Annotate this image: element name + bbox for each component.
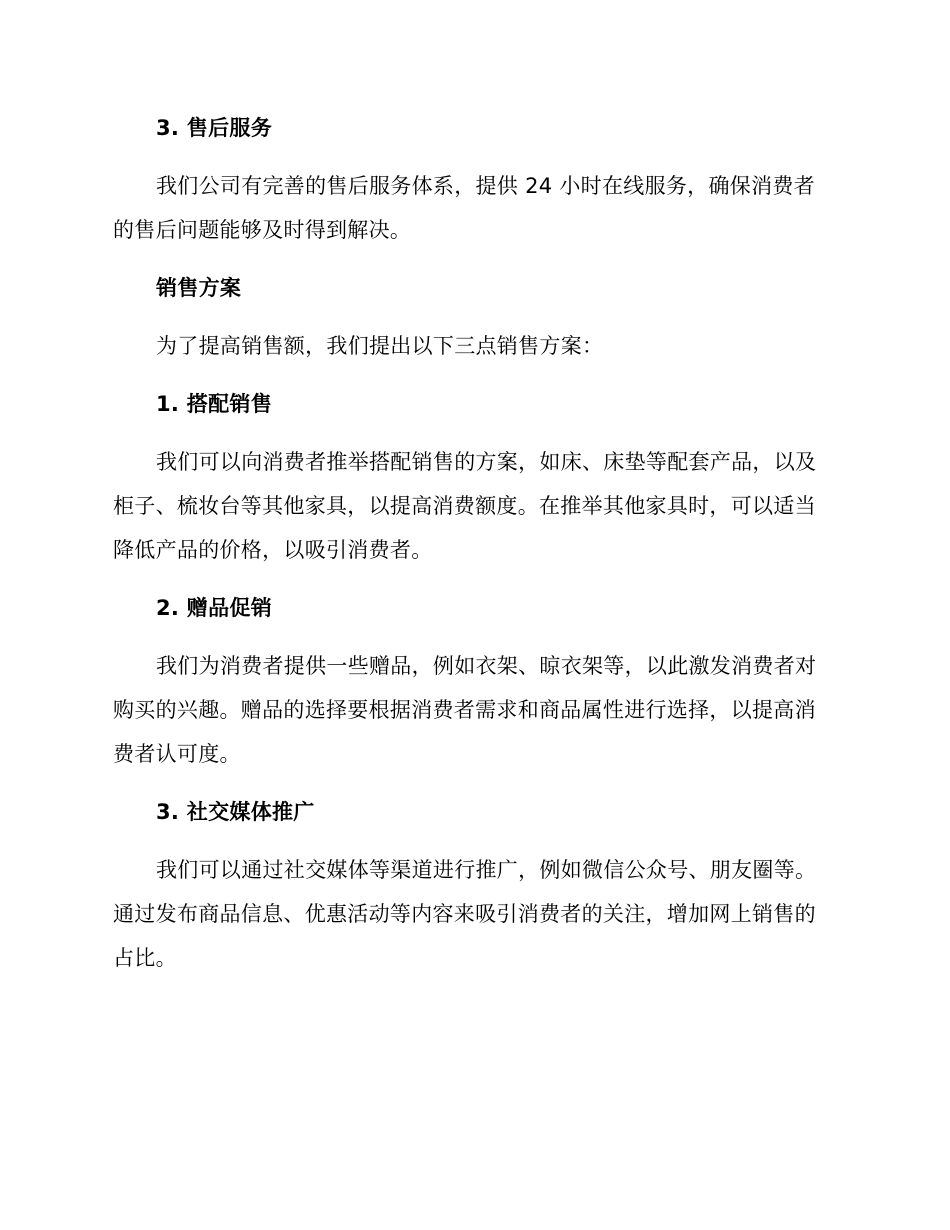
paragraph-line: 为了提高销售额，我们提出以下三点销售方案： — [156, 334, 604, 358]
section-heading-bundle-sales: 1. 搭配销售 — [156, 392, 272, 416]
paragraph-line: 的售后问题能够及时得到解决。 — [113, 218, 412, 242]
section-heading-sales-plan: 销售方案 — [156, 276, 242, 300]
paragraph-line: 我们可以通过社交媒体等渠道进行推广，例如微信公众号、朋友圈等。 — [156, 858, 817, 882]
section-heading-social-media: 3. 社交媒体推广 — [156, 800, 315, 824]
section-heading-after-sales: 3. 售后服务 — [156, 116, 272, 140]
section-heading-gift-promotion: 2. 赠品促销 — [156, 596, 272, 620]
paragraph-line: 费者认可度。 — [113, 742, 241, 766]
paragraph-line: 降低产品的价格，以吸引消费者。 — [113, 538, 433, 562]
paragraph-line: 我们可以向消费者推举搭配销售的方案，如床、床垫等配套产品，以及 — [156, 450, 817, 474]
paragraph-line: 我们为消费者提供一些赠品，例如衣架、晾衣架等，以此激发消费者对 — [156, 654, 817, 678]
paragraph-line: 我们公司有完善的售后服务体系，提供 24 小时在线服务，确保消费者 — [156, 174, 815, 198]
paragraph-line: 柜子、梳妆台等其他家具，以提高消费额度。在推举其他家具时，可以适当 — [113, 494, 816, 518]
paragraph-line: 占比。 — [113, 946, 177, 970]
paragraph-line: 通过发布商品信息、优惠活动等内容来吸引消费者的关注，增加网上销售的 — [113, 902, 816, 926]
paragraph-line: 购买的兴趣。赠品的选择要根据消费者需求和商品属性进行选择，以提高消 — [113, 698, 816, 722]
